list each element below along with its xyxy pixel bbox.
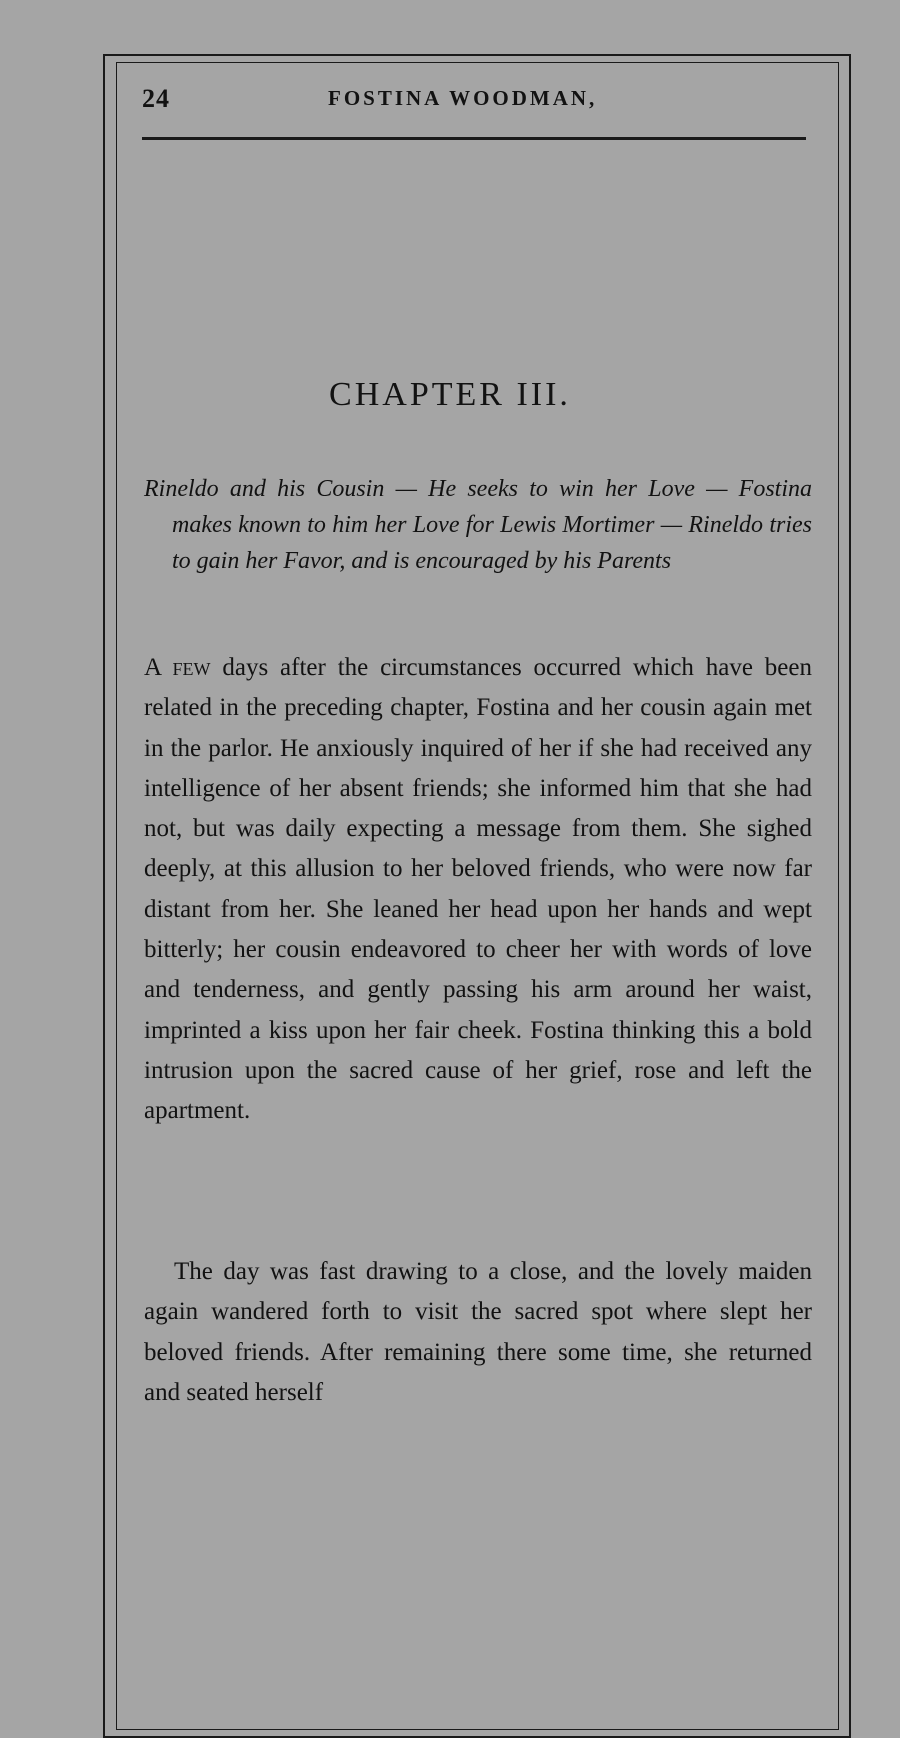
paragraph-1-text: days after the circumstances occurred which have been related in the preceding chapter, Fostina and her cousin again met in the parlor. He anxiously inquired of her if she had received any intelligence of her absent friends; she informed him that she had not, but was daily expecting a message from them. She sighed deeply, at this allusion to her beloved friends, who were now far distant from her. She leaned her head upon her hands and wept bitterly; her cousin endeavored to cheer her with words of love and tenderness, and gently passing his arm around her waist, imprinted a kiss upon her fair cheek. Fostina thinking this a bold intrusion upon the sacred cause of her grief, rose and left the apartment. (144, 654, 813, 1125)
paragraph-lead-words: A few (144, 654, 211, 681)
chapter-synopsis (144, 471, 812, 579)
chapter-synopsis-text: Rineldo and his Cousin — He seeks to win her Love — Fostina makes known to him her Love for Lewis Mortimer — Rineldo tries to gain her Favor, and is encouraged by his Parents (144, 476, 812, 574)
body-paragraph-2: The day was fast drawing to a close, and the lovely maiden again wandered forth to visit the sacred spot where slept her beloved friends. After remaining there some time, she returned and seated herself (144, 1258, 812, 1406)
chapter-title: CHAPTER III. (329, 376, 571, 413)
body-paragraph-1 (144, 648, 812, 1132)
page-number: 24 (142, 84, 170, 113)
running-title: FOSTINA WOODMAN, (328, 86, 598, 110)
header-rule (142, 137, 806, 140)
